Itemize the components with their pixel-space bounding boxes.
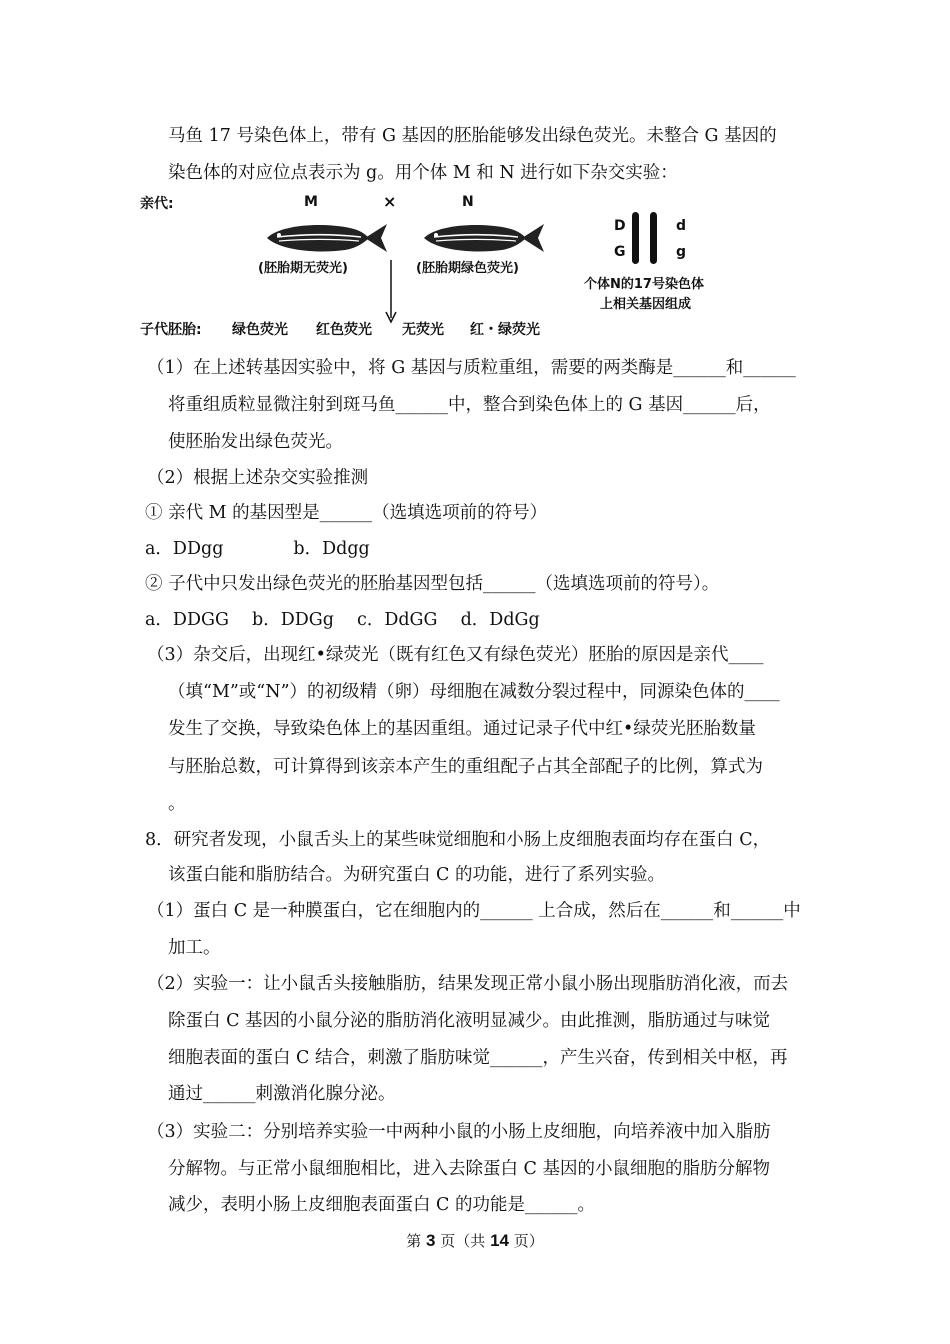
- footer-suffix: 页）: [513, 1232, 544, 1250]
- page-footer: [0, 1230, 950, 1251]
- text-line-11: （3）杂交后，出现红•绿荧光（既有红色又有绿色荧光）胚胎的原因是亲代____: [147, 645, 764, 665]
- text-line-14: 与胚胎总数，可计算得到该亲本产生的重组配子占其全部配子的比例，算式为: [168, 757, 763, 777]
- offspring-1: 绿色荧光: [232, 322, 288, 338]
- text-line-2: 染色体的对应位点表示为 g。用个体 M 和 N 进行如下杂交实验：: [168, 163, 678, 183]
- text-line-26: 减少，表明小肠上皮细胞表面蛋白 C 的功能是______。: [168, 1195, 596, 1215]
- chrom-left-top: D: [614, 218, 626, 234]
- chromosome-right-icon: [650, 212, 657, 264]
- text-line-1: 马鱼 17 号染色体上，带有 G 基因的胚胎能够发出绿色荧光。未整合 G 基因的: [168, 126, 777, 146]
- offspring-label: 子代胚胎:: [140, 322, 202, 338]
- parent-label: 亲代:: [140, 196, 174, 212]
- text-line-12: （填“M”或“N”）的初级精（卵）母细胞在减数分裂过程中，同源染色体的____: [168, 682, 780, 702]
- text-line-23: 通过______刺激消化腺分泌。: [168, 1084, 396, 1104]
- fish-n-icon: [424, 224, 544, 252]
- text-line-21: 除蛋白 C 基因的小鼠分泌的脂肪消化液明显减少。由此推测，脂肪通过与味觉: [168, 1011, 771, 1031]
- text-line-19: 加工。: [168, 938, 221, 958]
- chrom-caption-1: 个体N的17号染色体: [584, 277, 704, 292]
- cross-diagram: [140, 190, 820, 350]
- footer-page-number: 3: [426, 1231, 436, 1250]
- text-line-15: 。: [168, 794, 186, 814]
- n-label: N: [462, 194, 474, 210]
- text-line-6: （2）根据上述杂交实验推测: [147, 468, 369, 488]
- chrom-right-top: d: [676, 218, 687, 234]
- text-line-13: 发生了交换，导致染色体上的基因重组。通过记录子代中红•绿荧光胚胎数量: [168, 719, 756, 739]
- chromosome-left-icon: [632, 212, 639, 264]
- footer-total-pages: 14: [490, 1231, 509, 1250]
- text-line-7: ① 亲代 M 的基因型是______（选填选项前的符号）: [145, 503, 548, 523]
- text-line-3: （1）在上述转基因实验中，将 G 基因与质粒重组，需要的两类酶是______和______: [147, 358, 796, 378]
- chrom-right-bottom: g: [676, 244, 687, 260]
- text-line-16: 8．研究者发现，小鼠舌头上的某些味觉细胞和小肠上皮细胞表面均存在蛋白 C，: [145, 830, 771, 850]
- chrom-left-bottom: G: [614, 244, 626, 260]
- text-line-10: a．DDGG b．DDGg c．DdGG d．DdGg: [145, 610, 540, 630]
- footer-middle: 页（共: [440, 1232, 486, 1250]
- text-line-24: （3）实验二：分别培养实验一中两种小鼠的小肠上皮细胞，向培养液中加入脂肪: [147, 1122, 771, 1142]
- down-arrow-icon: [386, 260, 396, 322]
- cross-symbol: ×: [383, 192, 397, 211]
- text-line-18: （1）蛋白 C 是一种膜蛋白，它在细胞内的______ 上合成，然后在______和______中: [147, 901, 801, 921]
- text-line-17: 该蛋白能和脂肪结合。为研究蛋白 C 的功能，进行了系列实验。: [168, 865, 666, 885]
- text-line-25: 分解物。与正常小鼠细胞相比，进入去除蛋白 C 基因的小鼠细胞的脂肪分解物: [168, 1159, 771, 1179]
- fish-m-icon: [267, 224, 387, 252]
- offspring-3: 无荧光: [402, 322, 444, 338]
- text-line-4: 将重组质粒显微注射到斑马鱼______中，整合到染色体上的 G 基因______后，: [168, 395, 771, 415]
- footer-prefix: 第: [406, 1232, 422, 1250]
- chrom-caption-2: 上相关基因组成: [600, 297, 692, 312]
- text-line-9: ② 子代中只发出绿色荧光的胚胎基因型包括______（选填选项前的符号）。: [145, 574, 720, 594]
- offspring-4: 红・绿荧光: [470, 322, 540, 338]
- text-line-20: （2）实验一：让小鼠舌头接触脂肪，结果发现正常小鼠小肠出现脂肪消化液，而去: [147, 974, 789, 994]
- text-line-8: a．DDgg b．Ddgg: [145, 539, 370, 559]
- text-line-5: 使胚胎发出绿色荧光。: [168, 432, 343, 452]
- offspring-2: 红色荧光: [316, 322, 372, 338]
- m-label: M: [304, 194, 318, 210]
- text-line-22: 细胞表面的蛋白 C 结合，刺激了脂肪味觉______，产生兴奋，传到相关中枢，再: [168, 1048, 788, 1068]
- m-caption: (胚胎期无荧光): [258, 261, 348, 276]
- n-caption: (胚胎期绿色荧光): [416, 261, 519, 276]
